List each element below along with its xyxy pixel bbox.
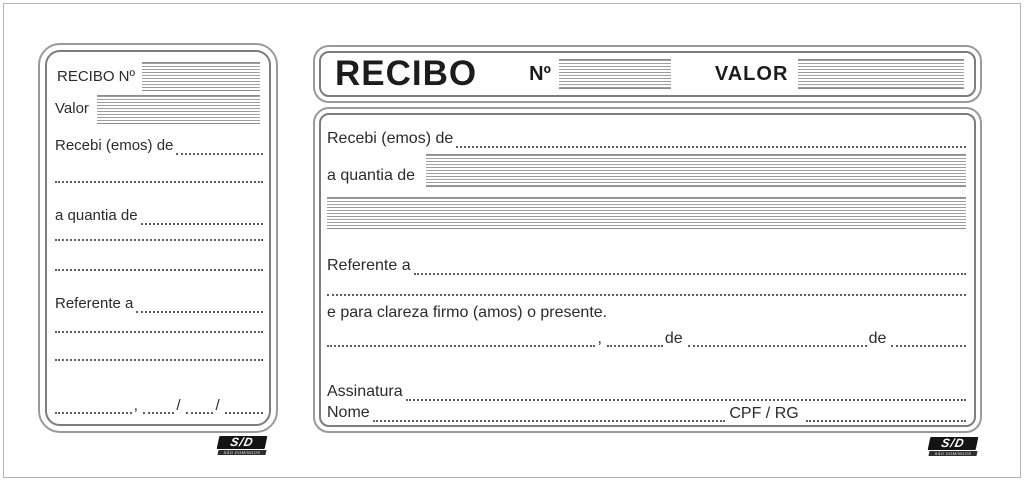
stub-dotted-line (55, 359, 263, 361)
place-dotted-field (327, 342, 595, 347)
receipt-body-inner (319, 113, 976, 427)
assinatura-label: Assinatura (327, 383, 403, 400)
stub-dotted-line (55, 331, 263, 333)
stub-quantia-row (55, 206, 263, 225)
stub-recebi-row (55, 136, 263, 155)
quantia-extra-fill-field (327, 197, 966, 229)
receipt-title: RECIBO (335, 54, 478, 93)
recebi-dotted-field (456, 143, 966, 148)
stub-recebi-label: Recebi (emos) de (55, 137, 174, 154)
nome-dotted-field (373, 417, 726, 422)
date-row (327, 331, 966, 347)
sd-logo-icon: S/D (928, 437, 979, 450)
brand-logo-subtext: SÃO DOMINGOS (217, 450, 266, 455)
year-dotted-field (891, 342, 966, 347)
brand-logo (218, 436, 266, 455)
stub-valor-fill-field (97, 95, 260, 124)
receipt-numero-label: Nº (529, 62, 551, 85)
stub-date-slash: / (176, 397, 181, 414)
stub-valor-label: Valor (55, 100, 89, 117)
brand-logo (929, 437, 977, 456)
stub-date-row (55, 398, 263, 414)
stub-referente-dotted-field (136, 308, 263, 313)
receipt-stub-card (38, 43, 278, 433)
assinatura-dotted-field (406, 396, 966, 401)
brand-logo-subtext: SÃO DOMINGOS (928, 451, 977, 456)
referente-label: Referente a (327, 257, 411, 274)
stub-referente-row (55, 294, 263, 313)
stub-recebi-dotted-field (176, 150, 263, 155)
receipt-number-fill-field (559, 59, 671, 89)
receipt-valor-fill-field (798, 59, 964, 89)
nome-row (327, 402, 966, 422)
nome-label: Nome (327, 404, 370, 421)
stub-dotted-line (55, 269, 263, 271)
referente-row (327, 255, 966, 275)
clareza-text: e para clareza firmo (amos) o presente. (327, 304, 608, 321)
date-de-label: de (664, 330, 683, 347)
stub-referente-label: Referente a (55, 295, 134, 312)
stub-quantia-dotted-field (141, 220, 263, 225)
receipt-body-card (313, 107, 982, 433)
assinatura-row (327, 381, 966, 401)
quantia-label: a quantia de (327, 167, 416, 184)
stub-month-dotted-field (186, 409, 214, 414)
quantia-fill-field (426, 154, 966, 187)
sd-logo-icon: S/D (217, 436, 268, 449)
receipt-header-card (313, 45, 982, 103)
stub-number-fill-field (142, 62, 260, 91)
referente-dotted-line (327, 294, 966, 296)
cpf-rg-dotted-field (806, 417, 966, 422)
stub-quantia-label: a quantia de (55, 207, 138, 224)
receipt-stub-inner (45, 50, 271, 426)
receipt-valor-label: VALOR (714, 62, 789, 85)
day-dotted-field (607, 342, 663, 347)
cpf-rg-label: CPF / RG (729, 405, 799, 422)
referente-dotted-field (414, 270, 966, 275)
stub-dotted-line (55, 239, 263, 241)
stub-date-comma: , (133, 397, 138, 414)
receipt-header-inner (319, 51, 976, 97)
stub-title: RECIBO Nº (57, 68, 135, 85)
month-dotted-field (688, 342, 867, 347)
stub-day-dotted-field (143, 409, 174, 414)
date-comma: , (597, 330, 602, 347)
recebi-row (327, 128, 966, 148)
stub-year-dotted-field (225, 409, 263, 414)
stub-place-dotted-field (55, 409, 132, 414)
date-de-label: de (868, 330, 887, 347)
stub-dotted-line (55, 181, 263, 183)
recebi-label: Recebi (emos) de (327, 130, 454, 147)
stub-date-slash: / (215, 397, 220, 414)
